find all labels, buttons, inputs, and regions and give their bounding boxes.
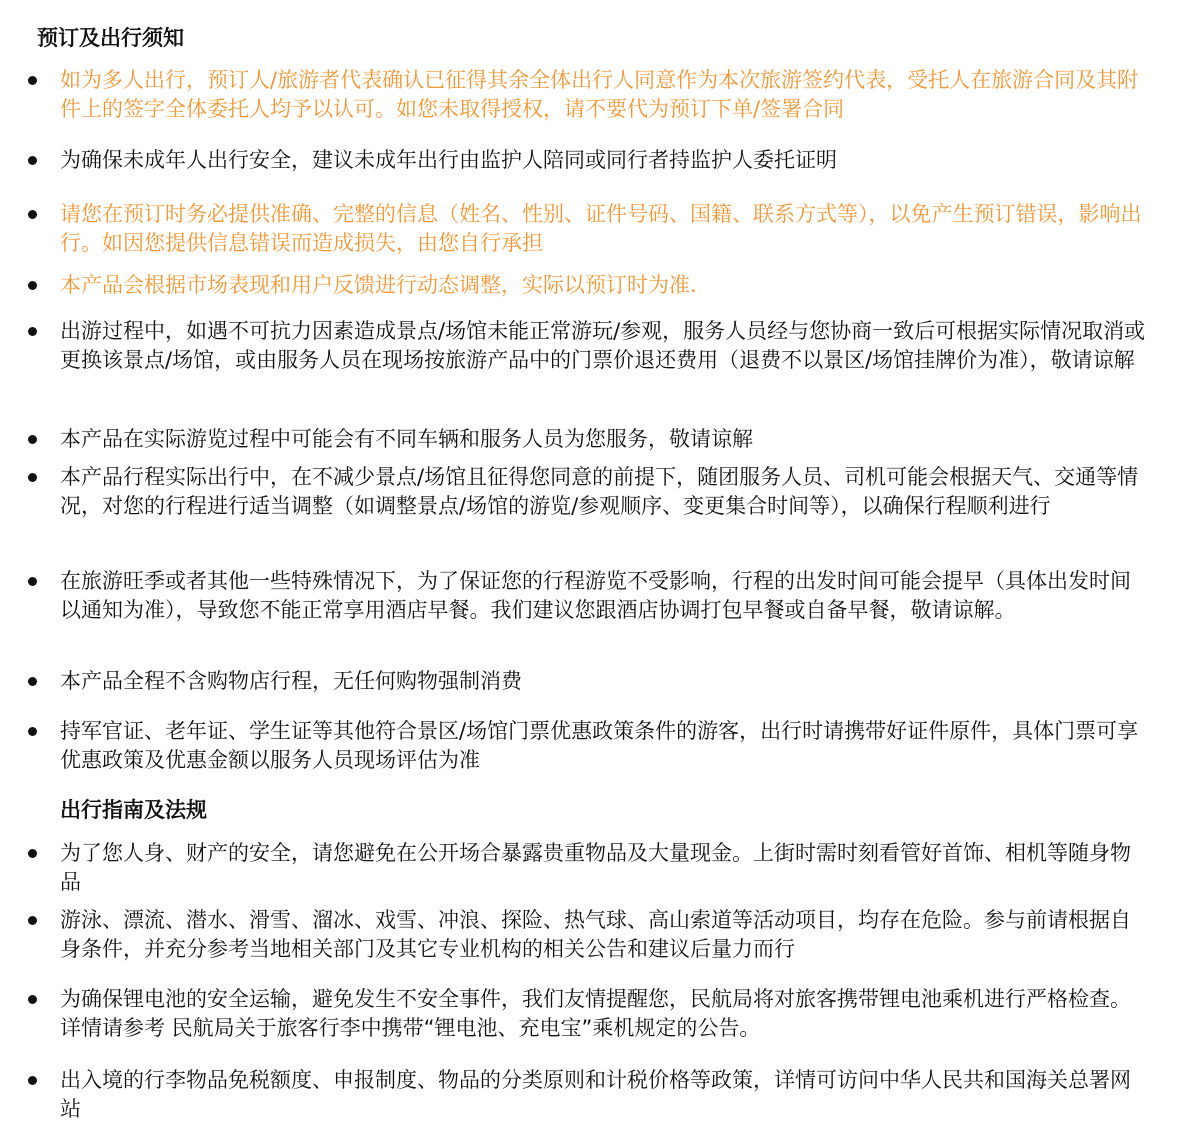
bullet-icon — [28, 156, 37, 165]
list-item — [28, 1066, 1148, 1124]
bullet-icon — [28, 281, 37, 290]
list-item — [28, 667, 1148, 696]
list-item-text: 如为多人出行，预订人/旅游者代表确认已征得其余全体出行人同意作为本次旅游签约代表，受托人在旅游合同及其附件上的签字全体委托人均予以认可。如您未取得授权，请不要代为预订下单/签署合同 — [60, 68, 1139, 121]
list-item-text: 请您在预订时务必提供准确、完整的信息（姓名、性别、证件号码、国籍、联系方式等），以免产生预订错误，影响出行。如因您提供信息错误而造成损失，由您自行承担 — [60, 202, 1142, 255]
bullet-icon — [28, 473, 37, 482]
list-item-text: 为确保锂电池的安全运输，避免发生不安全事件，我们友情提醒您，民航局将对旅客携带锂电池乘机进行严格检查。详情请参考 民航局关于旅客行李中携带“锂电池、充电宝”乘机规定的公告。 — [60, 987, 1131, 1040]
section-title-travel-guide: 出行指南及法规 — [60, 798, 207, 822]
list-item-text: 为了您人身、财产的安全，请您避免在公开场合暴露贵重物品及大量现金。上街时需时刻看管好首饰、相机等随身物品 — [60, 841, 1131, 894]
bullet-icon — [28, 327, 37, 336]
list-item-text: 游泳、漂流、潜水、滑雪、溜冰、戏雪、冲浪、探险、热气球、高山索道等活动项目，均存在危险。参与前请根据自身条件，并充分参考当地相关部门及其它专业机构的相关公告和建议后量力而行 — [60, 908, 1131, 961]
bullet-icon — [28, 995, 37, 1004]
section-title-booking-notice: 预订及出行须知 — [37, 26, 184, 50]
bullet-icon — [28, 210, 37, 219]
list-item — [28, 839, 1148, 897]
list-item-text: 持军官证、老年证、学生证等其他符合景区/场馆门票优惠政策条件的游客，出行时请携带好证件原件，具体门票可享优惠政策及优惠金额以服务人员现场评估为准 — [60, 719, 1139, 772]
list-item-text: 本产品会根据市场表现和用户反馈进行动态调整，实际以预订时为准. — [60, 273, 697, 297]
list-item — [28, 66, 1148, 124]
bullet-icon — [28, 1076, 37, 1085]
list-item-text: 本产品行程实际出行中，在不减少景点/场馆且征得您同意的前提下，随团服务人员、司机可能会根据天气、交通等情况，对您的行程进行适当调整（如调整景点/场馆的游览/参观顺序、变更集合时间等），以确保行程顺利进行 — [60, 465, 1139, 518]
list-item-text: 出游过程中，如遇不可抗力因素造成景点/场馆未能正常游玩/参观，服务人员经与您协商一致后可根据实际情况取消或更换该景点/场馆，或由服务人员在现场按旅游产品中的门票价退还费用（退费不以景区/场馆挂牌价为准），敬请谅解 — [60, 319, 1146, 372]
list-item — [28, 567, 1148, 625]
list-item — [28, 717, 1148, 775]
list-item — [28, 317, 1148, 375]
bullet-icon — [28, 849, 37, 858]
list-item — [28, 463, 1148, 521]
list-item-text: 为确保未成年人出行安全，建议未成年出行由监护人陪同或同行者持监护人委托证明 — [60, 148, 837, 172]
bullet-icon — [28, 435, 37, 444]
bullet-icon — [28, 677, 37, 686]
list-item — [28, 985, 1148, 1043]
bullet-icon — [28, 727, 37, 736]
list-item — [28, 146, 1148, 175]
bullet-icon — [28, 76, 37, 85]
list-item-text: 本产品在实际游览过程中可能会有不同车辆和服务人员为您服务，敬请谅解 — [60, 427, 753, 451]
bullet-icon — [28, 577, 37, 586]
list-item — [28, 271, 1148, 300]
bullet-icon — [28, 916, 37, 925]
list-item-text: 在旅游旺季或者其他一些特殊情况下，为了保证您的行程游览不受影响，行程的出发时间可能会提早（具体出发时间以通知为准），导致您不能正常享用酒店早餐。我们建议您跟酒店协调打包早餐或自备早餐，敬请谅解。 — [60, 569, 1131, 622]
list-item — [28, 906, 1148, 964]
list-item — [28, 425, 1148, 454]
list-item-text: 出入境的行李物品免税额度、申报制度、物品的分类原则和计税价格等政策，详情可访问中华人民共和国海关总署网站 — [60, 1068, 1131, 1121]
list-item — [28, 200, 1148, 258]
list-item-text: 本产品全程不含购物店行程，无任何购物强制消费 — [60, 669, 522, 693]
